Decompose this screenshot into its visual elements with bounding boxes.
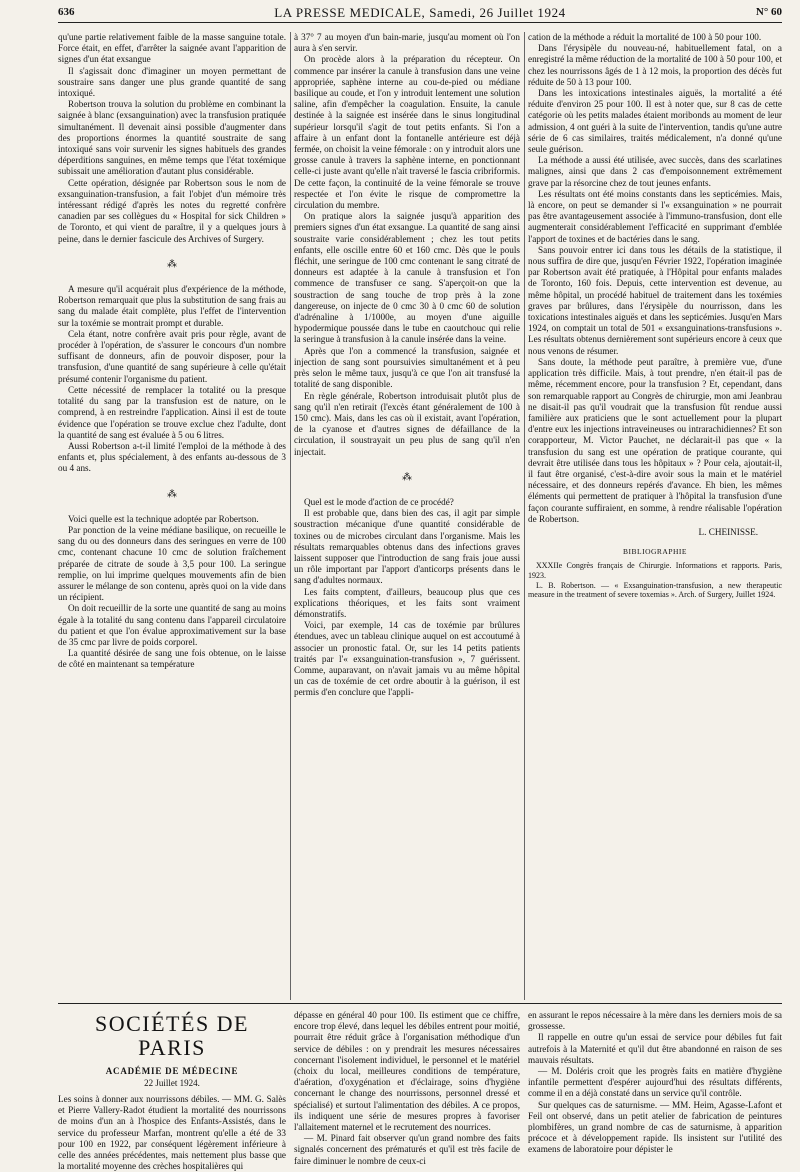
page-number: 636	[58, 6, 75, 18]
article-column-1	[58, 32, 286, 1000]
page-header	[58, 0, 782, 23]
paragraph: Les faits comptent, d'ailleurs, beaucoup plus que ces explications théoriques, et les faits sont vraiment démonstratifs.	[294, 586, 520, 619]
paragraph: — M. Pinard fait observer qu'un grand nombre des faits signalés concernent des prématurés et qu'il est très facile de faire diminuer le nombre de ceux-ci	[294, 1133, 520, 1166]
paragraph: dépasse en général 40 pour 100. Ils estiment que ce chiffre, encore trop élevé, dans lequel les débiles entrent pour moitié, pourrait être réduit grâce à l'organisation méthodique d'un service de débiles : on y prendrait les mesures nécessaires concernant l'isolement individuel, le personnel et le matériel (choix du local, meilleures conditions de température, d'aération, d'oxygénation et d'éclairage, soins d'hygiène concernant le change des nourrissons, personnel dressé et spécialisé) et surtout l'alimentation des débiles. A ce propos, ils indiquent une série de mesures propres à favoriser l'allaitement maternel et le recrutement des nourrices.	[294, 1010, 520, 1133]
paragraph: On pratique alors la saignée jusqu'à apparition des premiers signes d'un état exsangue. La quantité de sang ainsi soustraite varie considérablement ; chez les tout petits enfants, elle oscille entre 60 et 160 cmc. Dès que le pouls fléchit, une seringue de 100 cmc contenant le sang citraté de donneurs est adaptée à la canule à transfusion et l'on commence de transfuser ce sang. S'aperçoit-on que la soustraction de sang touche de trop près à la zone dangereuse, on injecte de 0 cmc 30 à 0 cmc 60 de solution d'adrénaline à 1/1000e, au moyen d'une aiguille hypodermique poussée dans le tube en caoutchouc qui relie la seringue à transfusion à la canule insérée dans la veine.	[294, 211, 520, 345]
paragraph: Voici, par exemple, 14 cas de toxémie par brûlures étendues, avec un tableau clinique auquel on est accoutumé à associer un pronostic fatal. Or, sur les 14 petits patients traités par l'« exsanguination-transfusion », 7 guérissent. Comme, auparavant, on n'avait jamais vu au même hôpital un cas de toxémie de cet ordre aboutir à la guérison, il est permis d'en conclure que l'appli-	[294, 620, 520, 698]
paragraph: Cela étant, notre confrère avait pris pour règle, avant de procéder à l'opération, de s'assurer le concours d'un nombre suffisant de donneurs, afin de pouvoir disposer, pour la transfusion, d'une quantité de sang supérieure à celle qu'était présumé contenir l'organisme du patient.	[58, 328, 286, 384]
paragraph: Robertson trouva la solution du problème en combinant la saignée à blanc (exsanguination) avec la transfusion pratiquée simultanément. Il devenait ainsi possible d'augmenter dans des proportions énormes la quantité soustraite de sang intoxiqué sans voir survenir les signes habituels des grandes déperditions sanguines, en même temps que l'état toxémique subissait une amélioration d'autant plus considérable.	[58, 99, 286, 177]
paragraph: Sur quelques cas de saturnisme. — MM. Heim, Agasse-Lafont et Feil ont observé, dans un petit atelier de fabrication de peintures plombifères, un grand nombre de cas de saturnisme, à apparition précoce et à développement rapide. Ils insistent sur l'utilité des examens de laboratoire pour dépister le	[528, 1099, 782, 1155]
paragraph: On procède alors à la préparation du récepteur. On commence par insérer la canule à transfusion dans une veine appropriée, saphène interne au cou-de-pied ou médiane basilique au coude, et l'on y introduit lentement une solution saline, afin d'empêcher la coagulation. Ensuite, la canule destinée à la saignée est insérée dans le sinus longitudinal supérieur lorsqu'il s'agit de tout petits enfants. Si l'on a affaire à un enfant dont la fontanelle antérieure est déjà fermée, on choisit la veine fémorale : on y introduit alors une grosse canule à travers la saphène interne, en ponctionnant celle-ci juste avant qu'elle n'ait traversé le fascia cribriformis. De cette façon, la continuité de la veine fémorale se trouve respectée et l'on évite le risque de compromettre la circulation du membre.	[294, 54, 520, 211]
paragraph: en assurant le repos nécessaire à la mère dans les derniers mois de sa grossesse.	[528, 1010, 782, 1032]
section-divider	[58, 1003, 782, 1004]
issue-number: N° 60	[755, 6, 782, 18]
paragraph: Les soins à donner aux nourrissons débiles. — MM. G. Salès et Pierre Vallery-Radot étudient la mortalité des nourrissons de moins d'un an à l'hospice des Enfants-Assistés, dans le service du professeur Marfan, montrent qu'elle a été de 33 pour 100 en 1922, par conséquent légèrement inférieure à celle des années précédentes, mais nettement plus basse que la mortalité moyenne des crèches hospitalières qui	[58, 1094, 286, 1172]
paragraph: Dans l'érysipèle du nouveau-né, habituellement fatal, on a enregistré la même réduction de la mortalité de 100 à 50 pour 100, et chez les nourrissons âgés de 1 à 12 mois, la proportion des décès fut réduite de 50 à 13 pour 100.	[528, 43, 782, 87]
paragraph: A mesure qu'il acquérait plus d'expérience de la méthode, Robertson remarquait que plus la substitution de sang frais au sang du malade était complète, plus l'effet de l'intervention sur la toxémie se montrait prompt et durable.	[58, 284, 286, 328]
section-title: SOCIÉTÉS DE PARIS	[95, 1011, 249, 1060]
bibliography-entry: L. B. Robertson. — « Exsanguination-transfusion, a new therapeutic measure in the treatment of severe toxemias ». Arch. of Surgery, Juillet 1924.	[528, 580, 782, 600]
section-date: 22 Juillet 1924.	[144, 1078, 200, 1088]
paragraph: Sans pouvoir entrer ici dans tous les détails de la statistique, il nous suffira de dire que, jusqu'en Février 1922, l'opération imaginée par Robertson avait été pratiquée, à l'Hôpital pour enfants malades de Toronto, 160 fois. Depuis, cette intervention est devenue, au même hôpital, un procédé habituel de traitement dans les toxémies graves par brûlures, dans l'érysipèle du nourrisson, dans les toxications intestinales aiguës et dans les septicémies. Jusqu'en Mars 1924, on comptait un total de 501 « exsanguinations-transfusions ». Les résultats obtenus dernièrement sont supérieurs encore à ceux que nous venons de résumer.	[528, 244, 782, 356]
journal-title: LA PRESSE MEDICALE, Samedi, 26 Juillet 1924	[274, 5, 566, 20]
paragraph: Aussi Robertson a-t-il limité l'emploi de la méthode à des enfants et, plus spécialement, à des enfants au-dessous de 3 ou 4 ans.	[58, 440, 286, 474]
asterism: ⁂	[402, 471, 412, 483]
paragraph: Après que l'on a commencé la transfusion, saignée et injection de sang sont poursuivies simultanément et à peu près selon le même taux, jusqu'à ce que l'on ait transfusé la totalité de sang disponible.	[294, 345, 520, 390]
paragraph: La quantité désirée de sang une fois obtenue, on le laisse de côté en maintenant sa température	[58, 648, 286, 670]
paragraph: Cette nécessité de remplacer la totalité ou la presque totalité du sang par la transfusion est de nature, on le comprend, à en restreindre l'application. Ainsi il est de toute évidence que l'opération se trouve exclue chez l'adulte, dont la quantité de sang est évaluée à 5 ou 6 litres.	[58, 384, 286, 440]
paragraph: cation de la méthode a réduit la mortalité de 100 à 50 pour 100.	[528, 32, 762, 42]
column-rule	[290, 32, 291, 1000]
paragraph: Il est probable que, dans bien des cas, il agit par simple soustraction mécanique d'une quantité considérable de toxines ou de microbes circulant dans l'organisme. Mais les résultats remarquables obtenus dans des infections graves laissent supposer que l'introduction de sang frais joue aussi un rôle important par l'apport d'anticorps présents dans le sang d'adultes normaux.	[294, 508, 520, 586]
bibliography	[528, 561, 782, 599]
paragraph: Il s'agissait donc d'imaginer un moyen permettant de soustraire sans danger une plus grande quantité de sang intoxiqué.	[58, 65, 286, 99]
paragraph: à 37° 7 au moyen d'un bain-marie, jusqu'au moment où l'on aura à s'en servir.	[294, 32, 520, 54]
paragraph: Cette opération, désignée par Robertson sous le nom de exsanguination-transfusion, a fait l'objet d'un mémoire très intéressant rédigé d'après les notes du regretté confrère canadien par ses collègues du « Hospital for sick Children » de Toronto, et qui vient de paraître, il y a quelques jours à peine, dans le dernier fascicule des Archives of Surgery.	[58, 177, 286, 244]
paragraph: Les résultats ont été moins constants dans les septicémies. Mais, là encore, on peut se demander si l'« exsanguination » ne pourrait pas être avantageusement associée à l'immuno-transfusion, dont elle augmenterait considérablement l'efficacité en supprimant d'emblée l'apport de toxines et de bactéries dans le sang.	[528, 188, 782, 244]
section-subtitle: ACADÉMIE DE MÉDECINE	[105, 1066, 239, 1076]
paragraph: En règle générale, Robertson introduisait plutôt plus de sang qu'il n'en retirait (l'excès étant généralement de 100 à 150 cmc). Mais, dans les cas où il existait, avant l'opération, de la cyanose et d'autres signes de défaillance de la circulation, il soustrayait un peu plus de sang qu'il n'en injectait.	[294, 390, 520, 457]
paragraph: Il rappelle en outre qu'un essai de service pour débiles fut fait autrefois à la Maternité et qu'il dut être abandonné en raison de ses mauvais résultats.	[528, 1032, 782, 1065]
article-column-3	[528, 32, 782, 1000]
societes-section	[58, 1011, 286, 1172]
paragraph: La méthode a aussi été utilisée, avec succès, dans des scarlatines malignes, ainsi que dans 2 cas d'empoisonnement extrêmement grave par la résorcine chez de tout jeunes enfants.	[528, 155, 782, 188]
paragraph: — M. Doléris croit que les progrès faits en matière d'hygiène infantile permettent d'espérer aujourd'hui des résultats différents, comme il en a déjà constaté dans un service qu'il contrôle.	[528, 1066, 782, 1099]
column-rule	[524, 32, 525, 1000]
paragraph: Dans les intoxications intestinales aiguës, la mortalité a été réduite d'environ 25 pour 100. Il est à noter que, sur 8 cas de cette catégorie où les petits malades étaient moribonds au moment de leur admission, 4 ont guéri à la suite de l'intervention, tandis qu'une autre série de 6 cas similaires, traités médicalement, n'a donné qu'une seule guérison.	[528, 88, 782, 155]
paragraph: Quel est le mode d'action de ce procédé?	[304, 496, 454, 507]
bibliography-heading: BIBLIOGRAPHIE	[623, 547, 687, 557]
author-signature: L. CHEINISSE.	[698, 526, 758, 537]
paragraph: qu'une partie relativement faible de la masse sanguine totale. Force était, en effet, d'arrêter la saignée avant l'apparition de signes d'un état exsangue	[58, 32, 286, 65]
paragraph: Par ponction de la veine médiane basilique, on recueille le sang du ou des donneurs dans des seringues en verre de 100 cmc, contenant chacune 10 cmc de solution fraîchement préparée de citrate de soude à 3,5 pour 100. La seringue remplie, on lui imprime quelques mouvements afin de bien assurer le mélange de son contenu, après quoi on la vide dans un récipient.	[58, 524, 286, 603]
paragraph: Sans doute, la méthode peut paraître, à première vue, d'une application très difficile. Mais, à tout prendre, n'en était-il pas de même, récemment encore, pour la transfusion ? Et, cependant, dans son remarquable rapport au Congrès de chirurgie, mon ami Jeanbrau ne disait-il pas qu'il voudrait que la transfusion fût rendue aussi familière aux praticiens que le sont actuellement pour la plupart d'entre eux les injections intraveineuses ou intrarachidiennes? Et son corapporteur, M. Victor Pauchet, ne déclarait-il pas que « la transfusion du sang est une opération de pratique courante, qui devrait être utilisée dans tous les hôpitaux » ? Pour cela, ajoutait-il, il faut être organisé, c'est-à-dire avoir sous la main et le matériel nécessaire, et des donneurs repérés d'avance. Eh bien, les mêmes éléments qui permettent de pratiquer à l'hôpital la transfusion d'une façon courante suffiraient, en somme, à rendre réalisable l'opération de Robertson.	[528, 356, 782, 524]
societes-column-3	[528, 1010, 782, 1155]
paragraph: Voici quelle est la technique adoptée par Robertson.	[68, 513, 259, 524]
article-column-2	[294, 32, 520, 1000]
societes-column-2	[294, 1010, 520, 1166]
asterism: ⁂	[167, 258, 177, 270]
paragraph: On doit recueillir de la sorte une quantité de sang au moins égale à la totalité du sang contenu dans l'appareil circulatoire du patient et que l'on évalue approximativement sur la base de 35 cmc par livre de poids corporel.	[58, 603, 286, 647]
asterism: ⁂	[167, 488, 177, 500]
bibliography-entry: XXXIIe Congrès français de Chirurgie. Informations et rapports. Paris, 1923.	[528, 561, 782, 580]
